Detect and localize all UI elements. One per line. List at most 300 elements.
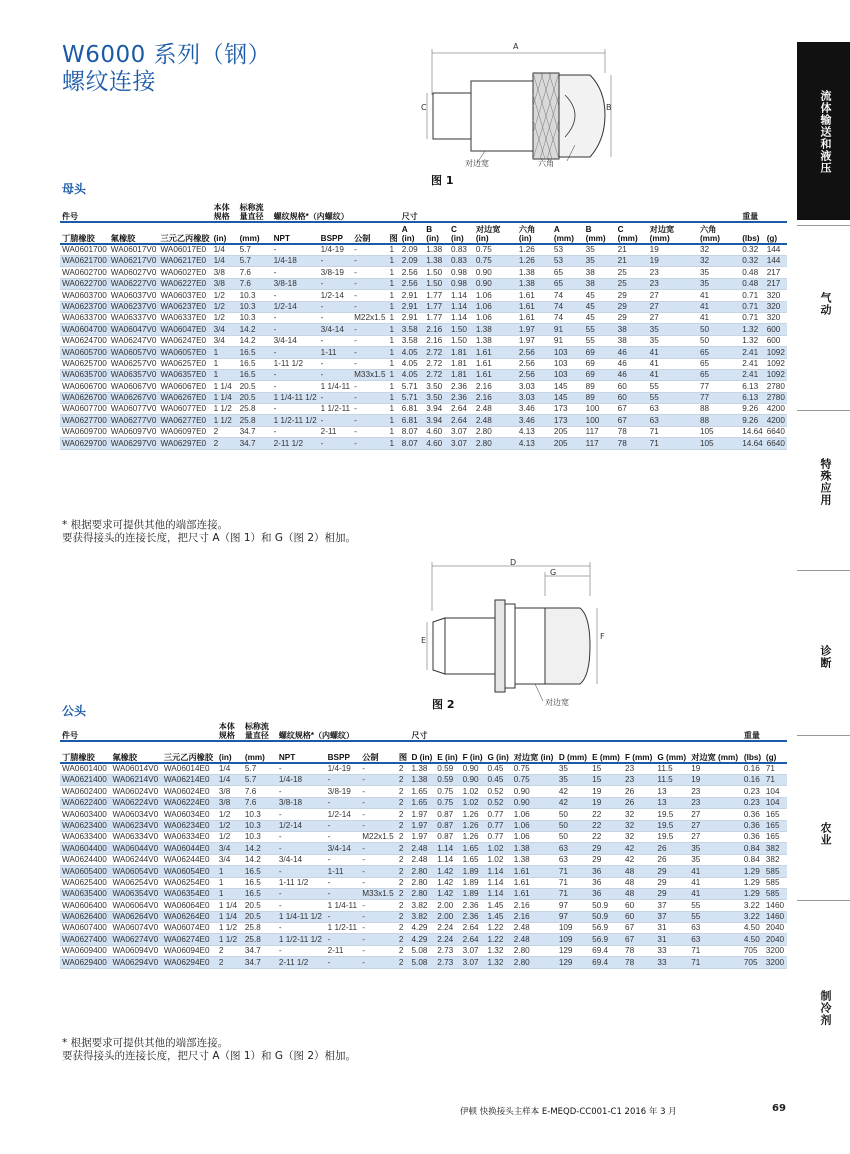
table-cell: WA06224E0 — [162, 797, 217, 808]
table-cell: 1.65 — [409, 786, 435, 797]
female-note-1: * 根据要求可提供其他的端部连接。 — [62, 519, 229, 531]
column-header: 对边宽 (in) — [474, 222, 517, 244]
table-cell: 0.75 — [474, 256, 517, 267]
table-cell: 1 1/4 — [212, 381, 238, 392]
table-cell: 53 — [552, 256, 584, 267]
table-cell: WA06034V0 — [110, 809, 161, 820]
table-cell: 14.2 — [243, 843, 277, 854]
table-cell: 60 — [616, 392, 648, 403]
table-cell: WA06247V0 — [110, 336, 157, 346]
table-cell: WA06277V0 — [110, 415, 157, 425]
table-cell: 20.5 — [243, 900, 277, 911]
table-cell: 0.32 — [740, 244, 765, 256]
table-cell: 1/2-14 — [277, 820, 326, 831]
table-cell: WA06077V0 — [110, 404, 157, 414]
table-cell: 1.81 — [449, 358, 474, 369]
table-cell: 3.94 — [424, 404, 449, 415]
table-cell: WA06054E0 — [162, 866, 217, 877]
table-cell: 0.90 — [474, 278, 517, 289]
table-cell: 29 — [616, 301, 648, 312]
table-cell: WA06217V0 — [110, 256, 157, 266]
table-cell: 205 — [552, 438, 584, 449]
table-cell: 1 — [217, 866, 243, 877]
table-cell: WA06214E0 — [162, 775, 217, 786]
table-cell: 69 — [584, 358, 616, 369]
table-cell: 3.03 — [517, 381, 552, 392]
table-cell: 29 — [655, 888, 689, 899]
table-cell: 19 — [590, 786, 623, 797]
table-cell: 1.22 — [485, 934, 511, 945]
table-cell: WA06067E0 — [158, 381, 211, 392]
table-cell: - — [352, 256, 387, 267]
table-cell: 29 — [655, 866, 689, 877]
table-cell: 2.09 — [400, 256, 425, 267]
table-row — [60, 312, 787, 323]
table-row — [60, 256, 787, 267]
table-cell: 382 — [764, 854, 787, 865]
table-cell: 2.16 — [512, 900, 557, 911]
table-cell: WA0603400 — [60, 809, 110, 820]
table-cell: WA06097V0 — [110, 427, 157, 437]
table-cell: 27 — [689, 831, 742, 842]
table-cell: 38 — [584, 267, 616, 278]
table-cell: WA0609700 — [62, 427, 107, 437]
column-header: 丁腈橡胶 — [60, 222, 109, 244]
table-cell: 1.50 — [449, 335, 474, 346]
table-cell: 1/2-14 — [272, 301, 319, 312]
table-cell: 1 — [388, 438, 400, 449]
table-cell: 2.00 — [435, 900, 460, 911]
table-cell: 3.07 — [449, 438, 474, 449]
table-cell: 16.5 — [243, 888, 277, 899]
table-cell: WA06264V0 — [110, 911, 161, 922]
sidebar-item-agriculture[interactable]: 农业 — [819, 822, 832, 846]
table-cell: 27 — [689, 820, 742, 831]
column-header: 公制 — [360, 741, 397, 763]
table-cell: 4.50 — [742, 934, 764, 945]
table-cell: 1.22 — [485, 923, 511, 934]
table-cell: 2.91 — [400, 290, 425, 301]
table-cell: WA06254E0 — [162, 877, 217, 888]
table-cell: 129 — [557, 945, 590, 956]
head-flow: 标称流量直径 — [243, 722, 277, 741]
table-cell: 1.97 — [409, 831, 435, 842]
table-cell: 71 — [557, 866, 590, 877]
table-cell: 34.7 — [238, 426, 272, 437]
table-cell: 2.80 — [409, 866, 435, 877]
table-cell: WA06094E0 — [162, 945, 217, 956]
table-cell: 16.5 — [238, 369, 272, 380]
table-cell: WA06297V0 — [110, 438, 157, 448]
table-cell: 23 — [648, 278, 698, 289]
male-note-2: 要获得接头的连接长度，把尺寸 A（图 1）和 G（图 2）相加。 — [62, 1050, 357, 1062]
table-cell: 0.75 — [435, 786, 460, 797]
table-cell: 48 — [623, 877, 655, 888]
table-cell: 2.36 — [461, 900, 486, 911]
table-cell: 13 — [655, 786, 689, 797]
table-cell: WA0604400 — [60, 843, 110, 854]
table-cell: 33 — [655, 945, 689, 956]
fig2-label-f: F — [600, 632, 605, 641]
table-cell: 2.36 — [449, 392, 474, 403]
table-cell: 50 — [557, 831, 590, 842]
table-cell: WA06274E0 — [162, 934, 217, 945]
male-rows — [60, 763, 787, 968]
table-cell: 19.5 — [655, 831, 689, 842]
table-cell: 0.90 — [512, 797, 557, 808]
table-cell: 2.16 — [424, 335, 449, 346]
table-cell: - — [360, 775, 397, 786]
table-cell: 1.32 — [740, 335, 765, 346]
table-cell: 1.14 — [449, 301, 474, 312]
column-header: BSPP — [326, 741, 361, 763]
table-cell: - — [352, 415, 387, 426]
table-cell: 3.07 — [461, 945, 486, 956]
category-sidebar — [797, 0, 850, 1154]
sidebar-item-fluid[interactable]: 流体输送和液压 — [819, 90, 832, 174]
table-cell: 100 — [584, 404, 616, 415]
table-cell: 1/2 — [217, 831, 243, 842]
table-cell: 25.8 — [243, 934, 277, 945]
table-cell: WA06337E0 — [158, 312, 211, 323]
table-cell: 2 — [397, 957, 410, 968]
head-body: 本体规格 — [212, 203, 238, 222]
table-cell: 1 — [388, 404, 400, 415]
table-cell: 3.94 — [424, 415, 449, 426]
column-header: D (mm) — [557, 741, 590, 763]
table-cell: 3/8 — [212, 267, 238, 278]
table-cell: 2 — [212, 426, 238, 437]
table-cell: WA06247E0 — [158, 335, 211, 346]
table-cell: WA06014E0 — [162, 763, 217, 775]
table-cell: 3/8 — [217, 786, 243, 797]
table-cell: 32 — [698, 256, 740, 267]
table-cell: - — [360, 797, 397, 808]
table-cell: WA06017V0 — [110, 245, 157, 254]
table-cell: 74 — [552, 312, 584, 323]
table-cell: 1.38 — [512, 854, 557, 865]
table-cell: 6640 — [765, 438, 787, 449]
table-cell: 89 — [584, 392, 616, 403]
table-cell: 77 — [698, 381, 740, 392]
table-cell: 2 — [397, 843, 410, 854]
table-cell: 1.97 — [517, 324, 552, 335]
table-cell: 1.65 — [461, 854, 486, 865]
table-cell: 1.61 — [512, 888, 557, 899]
table-cell: WA0625700 — [62, 358, 107, 368]
table-row — [60, 381, 787, 392]
table-row — [60, 426, 787, 437]
column-header: 对边宽 (in) — [512, 741, 557, 763]
table-cell: 2 — [397, 820, 410, 831]
table-cell: 3.03 — [517, 392, 552, 403]
table-cell: 1.42 — [435, 888, 460, 899]
table-cell: 1 — [388, 290, 400, 301]
table-cell: 32 — [623, 820, 655, 831]
column-header: C (mm) — [616, 222, 648, 244]
table-cell: 2 — [397, 797, 410, 808]
table-cell: WA06274V0 — [110, 934, 161, 945]
table-cell: 0.98 — [449, 267, 474, 278]
table-cell: - — [272, 324, 319, 335]
table-cell: 36 — [590, 877, 623, 888]
table-cell: 0.83 — [449, 244, 474, 256]
table-cell: 2.91 — [400, 301, 425, 312]
table-cell: WA06354E0 — [162, 888, 217, 899]
table-cell: 3.22 — [742, 911, 764, 922]
table-cell: 2 — [397, 763, 410, 775]
table-cell: 1 — [388, 278, 400, 289]
table-cell: 1.50 — [424, 278, 449, 289]
table-row — [60, 347, 787, 358]
table-cell: 2.48 — [512, 934, 557, 945]
table-cell: 1 — [388, 256, 400, 267]
table-cell: 32 — [623, 809, 655, 820]
column-header: F (in) — [461, 741, 486, 763]
table-cell: 25.8 — [243, 923, 277, 934]
table-cell: 1/2 — [217, 809, 243, 820]
table-cell: - — [360, 877, 397, 888]
table-cell: 2-11 — [326, 945, 361, 956]
table-cell: 6.13 — [740, 381, 765, 392]
table-cell: 1/4 — [217, 763, 243, 775]
table-cell: WA0607400 — [60, 923, 110, 934]
table-cell: 1.77 — [424, 301, 449, 312]
table-cell: 1.29 — [742, 888, 764, 899]
table-cell: 5.08 — [409, 957, 435, 968]
table-cell: 26 — [623, 786, 655, 797]
table-cell: 7.6 — [238, 278, 272, 289]
table-cell: - — [319, 278, 352, 289]
table-cell: 2.16 — [424, 324, 449, 335]
table-cell: - — [319, 358, 352, 369]
table-cell: 31 — [655, 934, 689, 945]
table-cell: 2 — [217, 957, 243, 968]
table-cell: 1.06 — [512, 820, 557, 831]
table-cell: 2.64 — [461, 923, 486, 934]
table-row — [60, 335, 787, 346]
table-cell: 1.38 — [512, 843, 557, 854]
table-cell: 1.77 — [424, 290, 449, 301]
table-row — [60, 854, 787, 865]
table-cell: 205 — [552, 426, 584, 437]
table-cell: WA06257E0 — [158, 358, 211, 369]
table-cell: 144 — [765, 256, 787, 267]
table-cell: 23 — [623, 763, 655, 775]
fig2-label-e: E — [421, 636, 427, 645]
table-cell: 0.52 — [485, 786, 511, 797]
table-cell: - — [360, 923, 397, 934]
table-cell: 0.71 — [740, 290, 765, 301]
table-cell: 41 — [648, 347, 698, 358]
table-row — [60, 290, 787, 301]
male-header-row — [60, 741, 787, 763]
table-cell: 63 — [689, 923, 742, 934]
table-cell: 1 — [388, 335, 400, 346]
table-cell: 25.8 — [238, 415, 272, 426]
table-cell: 1.14 — [449, 312, 474, 323]
table-cell: WA0601700 — [62, 245, 107, 254]
table-cell: 26 — [655, 854, 689, 865]
table-cell: WA0624400 — [60, 854, 110, 865]
female-note-2: 要获得接头的连接长度，把尺寸 A（图 1）和 G（图 2）相加。 — [62, 532, 357, 544]
table-cell: WA06047V0 — [110, 324, 157, 334]
table-cell: 382 — [764, 843, 787, 854]
table-cell: - — [352, 324, 387, 335]
table-cell: 46 — [616, 358, 648, 369]
table-cell: 41 — [698, 312, 740, 323]
table-cell: 56.9 — [590, 934, 623, 945]
table-cell: - — [352, 290, 387, 301]
table-cell: 78 — [616, 438, 648, 449]
table-cell: - — [277, 923, 326, 934]
table-cell: 1 — [212, 347, 238, 358]
table-cell: 2.24 — [435, 923, 460, 934]
table-cell: 1.26 — [517, 256, 552, 267]
table-cell: 10.3 — [243, 820, 277, 831]
table-cell: 50 — [698, 335, 740, 346]
table-cell: - — [360, 820, 397, 831]
table-cell: 1.61 — [474, 369, 517, 380]
table-cell: 1 — [388, 358, 400, 369]
table-cell: 67 — [623, 934, 655, 945]
table-cell: 0.75 — [512, 763, 557, 775]
table-cell: 0.75 — [435, 797, 460, 808]
table-cell: 705 — [742, 957, 764, 968]
table-cell: 3/4 — [217, 843, 243, 854]
table-cell: 42 — [623, 843, 655, 854]
table-cell: 3/8-18 — [272, 278, 319, 289]
table-cell: WA0602400 — [60, 786, 110, 797]
table-cell: 0.87 — [435, 820, 460, 831]
table-cell: 2.16 — [474, 392, 517, 403]
table-cell: 2.56 — [400, 278, 425, 289]
table-cell: 0.16 — [742, 763, 764, 775]
table-row — [60, 763, 787, 775]
table-cell: 6.81 — [400, 415, 425, 426]
table-cell: 5.71 — [400, 392, 425, 403]
table-cell: 38 — [584, 278, 616, 289]
table-cell: 0.71 — [740, 312, 765, 323]
column-header: (in) — [217, 741, 243, 763]
table-cell: 9.26 — [740, 415, 765, 426]
table-cell: M33x1.5 — [354, 370, 386, 380]
table-cell: 217 — [765, 267, 787, 278]
table-cell: - — [272, 369, 319, 380]
table-cell: 0.59 — [435, 763, 460, 775]
table-cell: WA06277E0 — [158, 415, 211, 426]
table-cell: WA0602700 — [62, 267, 107, 277]
table-cell: 1.14 — [435, 854, 460, 865]
table-cell: 1.45 — [485, 900, 511, 911]
column-header: F (mm) — [623, 741, 655, 763]
female-spec-table — [60, 203, 787, 450]
table-cell: 25.8 — [238, 404, 272, 415]
table-cell: 2.72 — [424, 369, 449, 380]
table-cell: 1-11 — [326, 866, 361, 877]
table-cell: 129 — [557, 957, 590, 968]
table-cell: 705 — [742, 945, 764, 956]
fig1-label-hex: 六角 — [538, 159, 554, 168]
table-cell: 22 — [590, 820, 623, 831]
table-cell: 13 — [655, 797, 689, 808]
table-row — [60, 278, 787, 289]
table-cell: WA06017E0 — [158, 244, 211, 256]
table-cell: 3.07 — [449, 426, 474, 437]
table-cell: 1.32 — [485, 957, 511, 968]
table-cell: 38 — [616, 335, 648, 346]
table-cell: 0.90 — [461, 763, 486, 775]
column-header: 六角 (mm) — [698, 222, 740, 244]
table-cell: 1/2 — [212, 301, 238, 312]
table-cell: - — [360, 934, 397, 945]
table-cell: - — [360, 763, 397, 775]
table-cell: 6640 — [765, 426, 787, 437]
table-cell: WA0609400 — [60, 945, 110, 956]
table-cell: 1/4-19 — [326, 763, 361, 775]
table-cell: - — [352, 404, 387, 415]
table-cell: 0.48 — [740, 267, 765, 278]
sidebar-item-refrigerant[interactable]: 制冷剂 — [819, 990, 832, 1026]
table-cell: WA06067V0 — [110, 381, 157, 391]
table-cell: 78 — [623, 945, 655, 956]
table-cell: 78 — [623, 957, 655, 968]
table-cell: WA0629400 — [60, 957, 110, 968]
table-cell: 2.48 — [409, 854, 435, 865]
table-cell: 19.5 — [655, 809, 689, 820]
table-cell: 1.14 — [485, 888, 511, 899]
table-cell: 50 — [557, 809, 590, 820]
table-cell: 1 — [388, 369, 400, 380]
table-cell: 1/4-19 — [319, 244, 352, 256]
sidebar-item-special[interactable]: 特殊应用 — [819, 458, 832, 506]
table-cell: 1 — [388, 267, 400, 278]
table-cell: 14.64 — [742, 427, 763, 437]
table-cell: 3/4 — [212, 324, 238, 335]
table-cell: - — [277, 831, 326, 842]
table-cell: - — [352, 358, 387, 369]
table-row — [60, 244, 787, 256]
table-cell: WA06237E0 — [158, 301, 211, 312]
table-cell: 53 — [552, 244, 584, 256]
table-cell: 63 — [557, 843, 590, 854]
table-cell: WA0623400 — [60, 820, 110, 831]
head-body: 本体规格 — [217, 722, 243, 741]
table-cell: 27 — [648, 290, 698, 301]
table-cell: 25 — [616, 278, 648, 289]
table-cell: 0.36 — [742, 809, 764, 820]
column-header: (g) — [765, 222, 787, 244]
table-cell: 63 — [648, 404, 698, 415]
table-cell: - — [272, 267, 319, 278]
table-cell: WA06224V0 — [110, 797, 161, 808]
sidebar-item-diagnostics[interactable]: 诊断 — [819, 645, 832, 669]
sidebar-item-pneumatic[interactable]: 气动 — [819, 292, 832, 316]
column-header: 三元乙丙橡胶 — [162, 741, 217, 763]
table-cell: 2.56 — [517, 347, 552, 358]
table-cell: - — [360, 945, 397, 956]
table-cell: 1/4 — [217, 775, 243, 786]
table-cell: 1.61 — [517, 301, 552, 312]
male-section-title: 公头 — [62, 704, 87, 718]
table-cell: 585 — [764, 866, 787, 877]
table-cell: 105 — [698, 438, 740, 449]
table-cell: - — [360, 900, 397, 911]
table-cell: 19 — [590, 797, 623, 808]
table-cell: 3.82 — [409, 911, 435, 922]
table-cell: 2 — [397, 923, 410, 934]
table-cell: WA0626700 — [62, 393, 107, 403]
